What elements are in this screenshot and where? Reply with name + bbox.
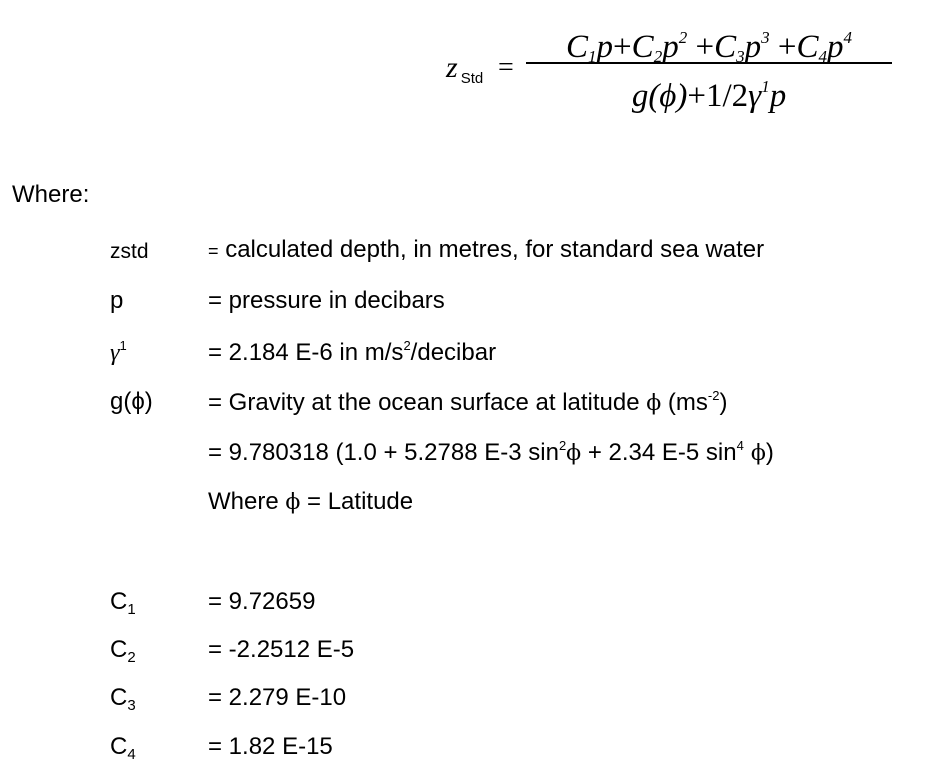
depth-formula [446,14,906,124]
lhs-subscript: Std [460,70,484,87]
formula-lhs: z $_{Std}$ [446,51,484,87]
formula-numerator: $C_1p+C_2p^2 +C_3p^3 +C_4p^4$ [566,28,852,66]
where-heading: Where: [12,181,90,208]
formula-denominator: $g(\phi)+1/2\gamma^1p$ [631,77,787,114]
formula-fraction [526,14,892,112]
formula-equals: = [498,52,514,83]
